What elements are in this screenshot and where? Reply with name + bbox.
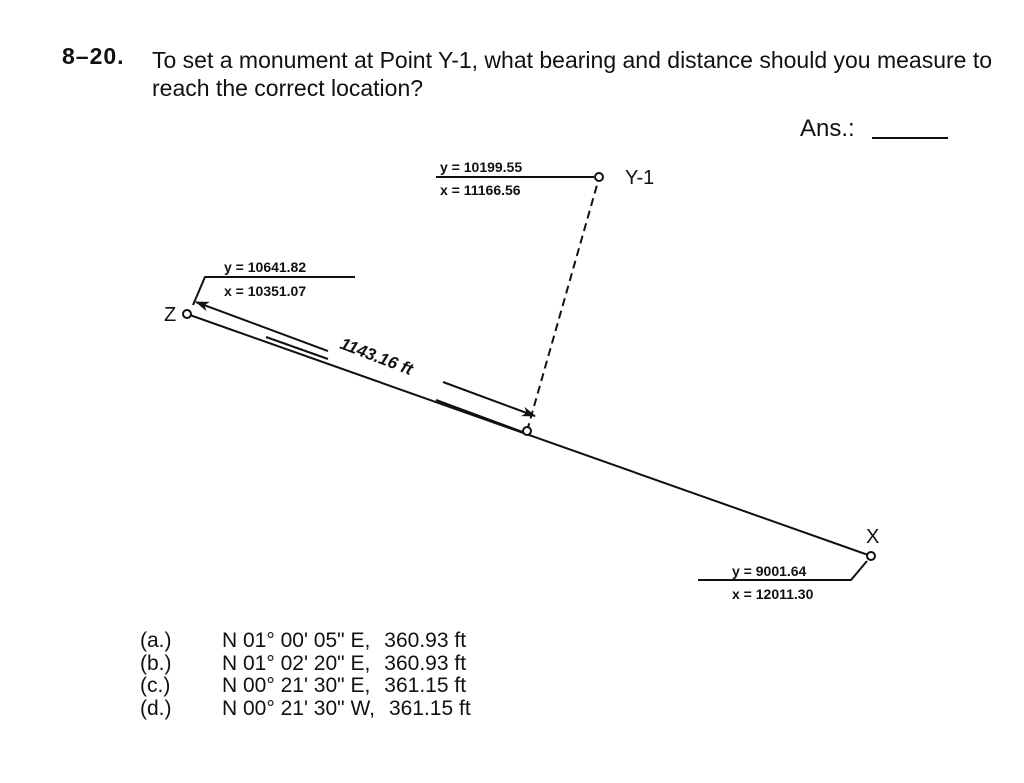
point-x-y-coord: y = 9001.64 (732, 563, 807, 579)
choice-letter: (d.) (140, 696, 172, 720)
point-y1-marker (595, 173, 603, 181)
choice-bearing: N 00° 21' 30" W, (222, 696, 375, 720)
point-z-y-coord: y = 10641.82 (224, 259, 307, 275)
choice-letter: (a.) (140, 629, 172, 652)
point-y1-label: Y-1 (625, 167, 655, 189)
point-z-marker (183, 310, 191, 318)
point-x-label: X (866, 526, 880, 548)
choice-bearing: N 01° 02' 20" E, (222, 651, 371, 675)
distance-arrow-right (443, 382, 535, 416)
choice-a[interactable] (140, 630, 471, 653)
answer-choices (140, 630, 471, 720)
answer-label: Ans.: (800, 115, 855, 142)
question-number: 8–20. (62, 43, 125, 69)
distance-tick-lower (436, 400, 528, 434)
choice-c[interactable] (140, 675, 471, 698)
intermediate-point-marker (523, 427, 531, 435)
point-y1-x-coord: x = 11166.56 (440, 182, 521, 198)
choice-distance: 360.93 ft (384, 651, 467, 675)
choice-distance: 361.15 ft (388, 696, 471, 720)
choice-distance: 360.93 ft (384, 629, 467, 652)
point-y1-y-coord: y = 10199.55 (440, 159, 523, 175)
distance-label: 1143.16 ft (337, 333, 416, 380)
choice-bearing: N 01° 00' 05" E, (222, 629, 371, 652)
choice-d[interactable] (140, 698, 471, 721)
point-z-label: Z (164, 304, 177, 326)
question-text: To set a monument at Point Y-1, what bearing and distance should you measure to reach the correct location? (152, 47, 993, 101)
choice-b[interactable] (140, 653, 471, 676)
distance-arrow-left (196, 302, 328, 351)
choice-distance: 361.15 ft (384, 674, 467, 697)
point-z-x-coord: x = 10351.07 (224, 283, 307, 299)
dashed-line-to-y1 (527, 178, 599, 431)
choice-bearing: N 00° 21' 30" E, (222, 674, 371, 697)
point-x-marker (867, 552, 875, 560)
choice-letter: (b.) (140, 651, 172, 675)
choice-letter: (c.) (140, 674, 171, 697)
point-x-x-coord: x = 12011.30 (732, 586, 814, 602)
